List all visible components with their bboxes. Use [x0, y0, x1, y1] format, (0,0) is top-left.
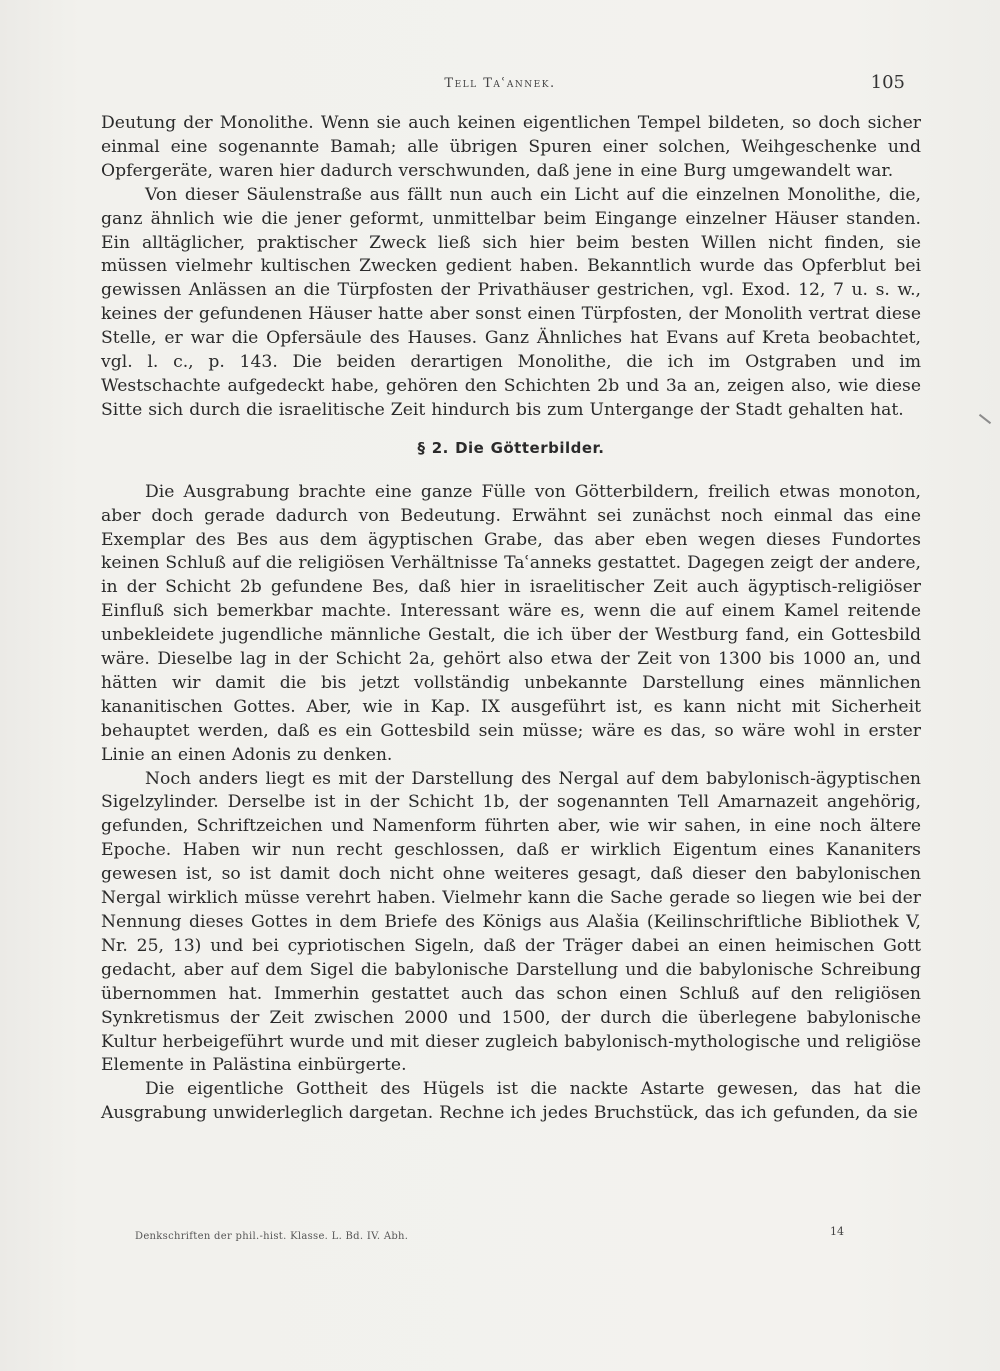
paragraph: Deutung der Monolithe. Wenn sie auch keinen eigentlichen Tempel bildeten, so doch sicher einmal eine sogenannte Bamah; alle übrigen Spuren einer solchen, Weihgeschenke und Opfergeräte, waren hier dadurch verschwunden, daß jene in eine Burg umgewandelt war. — [101, 113, 921, 181]
paragraph: Die eigentliche Gottheit des Hügels ist die nackte Astarte gewesen, das hat die Ausgrabung unwiderleglich dargetan. Rechne ich jedes Bruchstück, das ich gefunden, da sie — [101, 1079, 921, 1124]
running-title: Tell Taʿannek. — [444, 76, 556, 91]
page-footer — [0, 1225, 1000, 1245]
page-number: 105 — [870, 72, 905, 93]
page-header — [0, 72, 1000, 98]
paragraph: Von dieser Säulenstraße aus fällt nun auch ein Licht auf die einzelnen Monolithe, die, ganz ähnlich wie die jener geformt, unmittelbar beim Eingange einzelner Häuser standen. Ein alltäglicher, praktischer Zweck ließ sich hier beim besten Willen nicht finden, sie müssen vielmehr kultischen Zwecken gedient haben. Bekanntlich wurde das Opferblut bei gewissen Anlässen an die Türpfosten der Privathäuser gestrichen, vgl. Exod. 12, 7 u. s. w., keines der gefundenen Häuser hatte aber sonst einen Türpfosten, der Monolith vertrat diese Stelle, er war die Opfersäule des Hauses. Ganz Ähnliches hat Evans auf Kreta beobachtet, vgl. l. c., p. 143. Die beiden derartigen Monolithe, die ich im Ostgraben und im Westschachte aufgedeckt habe, gehören den Schichten 2b und 3a an, zeigen also, wie diese Sitte sich durch die israelitische Zeit hindurch bis zum Untergange der Stadt gehalten hat. — [101, 184, 921, 420]
publication-footer: Denkschriften der phil.-hist. Klasse. L. Bd. IV. Abh. — [135, 1231, 409, 1242]
paragraph: Noch anders liegt es mit der Darstellung des Nergal auf dem babylonisch-ägyptischen Sigelzylinder. Derselbe ist in der Schicht 1b, der sogenannten Tell Amarnazeit angehörig, gefunden, Schriftzeichen und Namenform führten aber, wie wir sahen, in eine noch ältere Epoche. Haben wir nun recht geschlossen, daß er wirklich Eigentum eines Kananiters gewesen ist, so ist damit doch nicht ohne weiteres gesagt, daß dieser den babylonischen Nergal wirklich müsse verehrt haben. Vielmehr kann die Sache gerade so liegen wie bei der Nennung dieses Gottes in dem Briefe des Königs aus Alašia (Keilinschriftliche Bibliothek V, Nr. 25, 13) und bei cypriotischen Sigeln, daß der Träger dabei an einen heimischen Gott gedacht, aber auf dem Sigel die babylonische Darstellung und die babylonische Schreibung übernommen hat. Immerhin gestattet auch das schon einen Schluß auf den religiösen Synkretismus der Zeit zwischen 2000 und 1500, der durch die überlegene babylonische Kultur herbeigeführt wurde und mit dieser zugleich babylonisch-mythologische und religiöse Elemente in Palästina einbürgerte. — [101, 768, 921, 1076]
section-heading: § 2. Die Götterbilder. — [417, 438, 605, 457]
body-text — [101, 112, 921, 1126]
margin-mark — [979, 414, 991, 424]
paragraph: Die Ausgrabung brachte eine ganze Fülle von Götterbildern, freilich etwas monoton, aber doch gerade dadurch von Bedeutung. Erwähnt sei zunächst noch einmal das eine Exemplar des Bes aus dem ägyptischen Grabe, das aber eben wegen dieses Fundortes keinen Schluß auf die religiösen Verhältnisse Taʿanneks gestattet. Dagegen zeigt der andere, in der Schicht 2b gefundene Bes, daß hier in israelitischer Zeit auch ägyptisch-religiöser Einfluß sich bemerkbar machte. Interessant wäre es, wenn die auf einem Kamel reitende unbekleidete jugendliche männliche Gestalt, die ich über der Westburg fand, ein Gottesbild wäre. Dieselbe lag in der Schicht 2a, gehört also etwa der Zeit von 1300 bis 1000 an, und hätten wir damit die bis jetzt vollständig unbekannte Darstellung eines männlichen kananitischen Gottes. Aber, wie in Kap. IX ausgeführt ist, es kann nicht mit Sicherheit behauptet werden, daß es ein Gottesbild sein müsse; wäre es das, so wäre wohl in erster Linie an einen Adonis zu denken. — [101, 481, 921, 765]
signature-mark: 14 — [830, 1225, 844, 1238]
